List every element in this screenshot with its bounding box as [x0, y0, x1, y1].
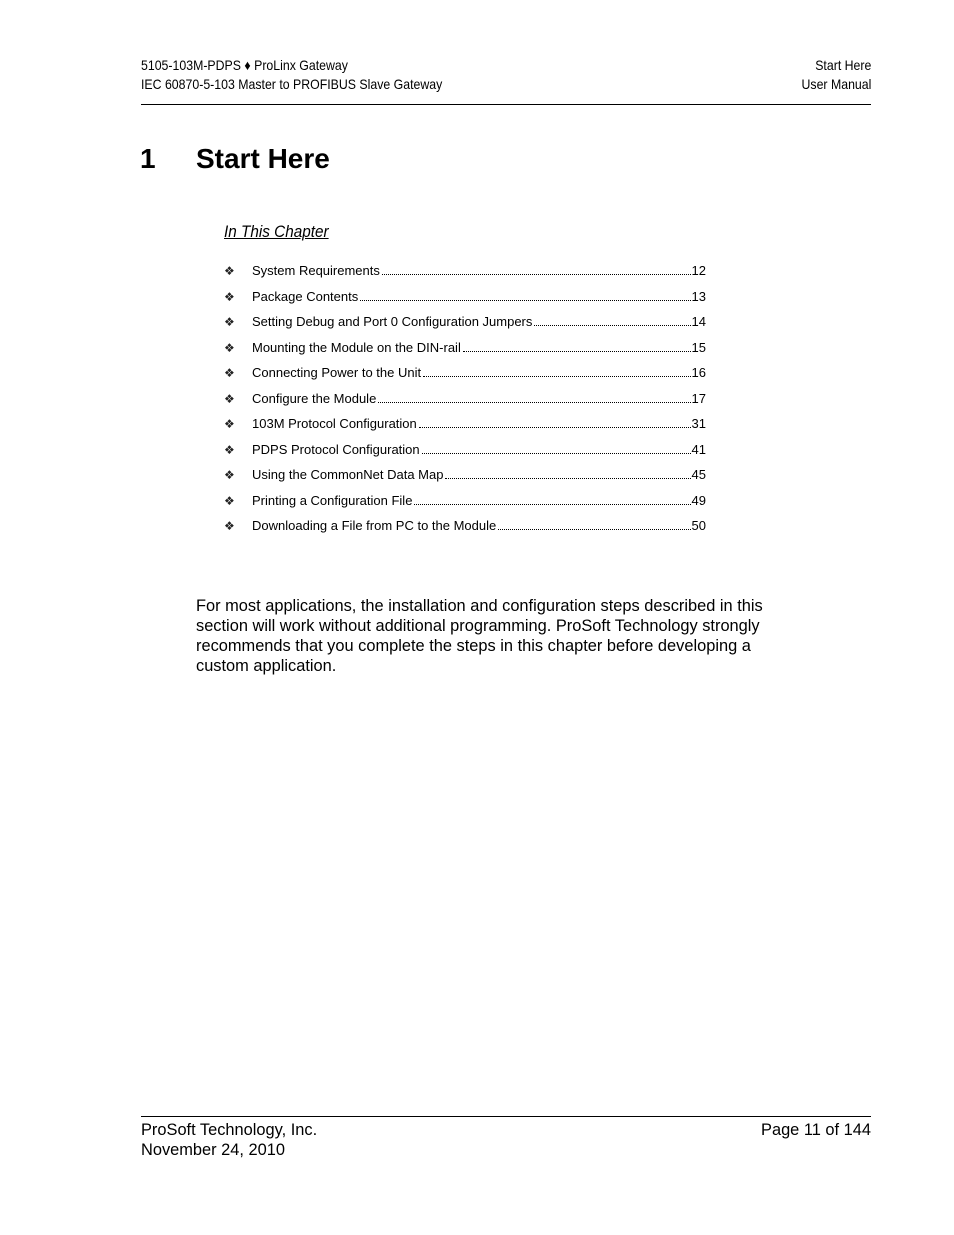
toc-entry-page[interactable]: 31: [691, 416, 706, 431]
document-type: User Manual: [801, 76, 871, 92]
diamond-bullet-icon: ❖: [224, 442, 235, 457]
toc-dot-leader: [414, 504, 690, 505]
toc-dot-leader: [445, 478, 690, 479]
toc-entry-page[interactable]: 16: [691, 365, 706, 380]
toc-heading: In This Chapter: [224, 222, 329, 241]
toc-entry-page[interactable]: 14: [691, 314, 706, 329]
toc-entry[interactable]: [224, 261, 706, 287]
footer-left: [141, 1120, 317, 1160]
diamond-bullet-icon: ❖: [224, 340, 235, 355]
product-title: 5105-103M-PDPS ♦ ProLinx Gateway: [141, 57, 348, 73]
diamond-bullet-icon: ❖: [224, 519, 235, 533]
toc-entry[interactable]: [224, 389, 706, 415]
toc-entry-label[interactable]: Downloading a File from PC to the Module: [252, 518, 497, 533]
toc-entry-page[interactable]: 17: [691, 390, 706, 406]
toc-entry-label[interactable]: Printing a Configuration File: [252, 492, 413, 508]
header-left: [141, 56, 442, 94]
toc-entry[interactable]: [224, 363, 706, 389]
toc-entry[interactable]: [224, 516, 706, 542]
toc-entry-page[interactable]: 41: [691, 441, 706, 457]
diamond-bullet-icon: ❖: [224, 315, 235, 329]
toc-dot-leader: [360, 300, 690, 301]
diamond-bullet-icon: ❖: [224, 468, 235, 482]
toc-entry-label[interactable]: Configure the Module: [252, 390, 377, 406]
company-name: ProSoft Technology, Inc.: [141, 1121, 318, 1139]
toc-entry[interactable]: [224, 414, 706, 440]
toc-entry[interactable]: [224, 312, 706, 338]
intro-paragraph: For most applications, the installation and configuration steps described in this section will work without additional programming. ProSoft Technology strongly recommends that you complete the steps in this chapter before developing a custom application.: [196, 597, 763, 675]
publication-date: November 24, 2010: [141, 1141, 285, 1159]
diamond-bullet-icon: ❖: [224, 366, 235, 380]
toc-entry-page[interactable]: 15: [691, 339, 706, 355]
toc-entry-label[interactable]: Connecting Power to the Unit: [252, 365, 422, 380]
chapter-number: 1: [140, 143, 156, 174]
toc-dot-leader: [498, 529, 690, 530]
toc-entry-label[interactable]: PDPS Protocol Configuration: [252, 441, 420, 457]
product-subtitle: IEC 60870-5-103 Master to PROFIBUS Slave Gateway: [141, 76, 443, 92]
toc-entry-page[interactable]: 13: [691, 288, 706, 304]
toc-entry[interactable]: [224, 491, 706, 517]
diamond-bullet-icon: ❖: [224, 264, 235, 278]
toc-entry-label[interactable]: Mounting the Module on the DIN-rail: [252, 339, 461, 355]
toc-entry[interactable]: [224, 287, 706, 313]
toc-entry[interactable]: [224, 440, 706, 466]
diamond-bullet-icon: ❖: [224, 493, 235, 508]
diamond-bullet-icon: ❖: [224, 417, 235, 431]
toc-dot-leader: [419, 427, 691, 428]
toc-entry[interactable]: [224, 465, 706, 491]
toc-entry-label[interactable]: 103M Protocol Configuration: [252, 416, 417, 431]
chapter-title: [140, 141, 330, 177]
toc-dot-leader: [534, 325, 690, 326]
toc-entry-label[interactable]: Package Contents: [252, 288, 359, 304]
toc-entry-label[interactable]: Setting Debug and Port 0 Configuration Jumpers: [252, 314, 533, 329]
toc-entry-page[interactable]: 45: [691, 467, 706, 482]
toc-dot-leader: [378, 402, 690, 403]
toc-entry-label[interactable]: Using the CommonNet Data Map: [252, 467, 444, 482]
header-right: [801, 56, 871, 94]
toc-dot-leader: [463, 351, 691, 352]
page-header: [141, 56, 871, 105]
toc-dot-leader: [423, 376, 690, 377]
toc-entry-page[interactable]: 49: [691, 492, 706, 508]
diamond-bullet-icon: ❖: [224, 391, 235, 406]
chapter-name: Start Here: [196, 143, 330, 174]
toc-dot-leader: [422, 453, 691, 454]
toc-entry[interactable]: [224, 338, 706, 364]
diamond-bullet-icon: ❖: [224, 289, 235, 304]
toc-entry-page[interactable]: 12: [691, 263, 706, 278]
toc-dot-leader: [382, 274, 691, 275]
toc-entry-page[interactable]: 50: [691, 518, 706, 533]
toc-list: [224, 261, 706, 542]
section-name: Start Here: [814, 57, 871, 73]
page-number: Page 11 of 144: [761, 1121, 871, 1139]
toc-entry-label[interactable]: System Requirements: [252, 263, 380, 278]
page-footer: [141, 1116, 871, 1159]
